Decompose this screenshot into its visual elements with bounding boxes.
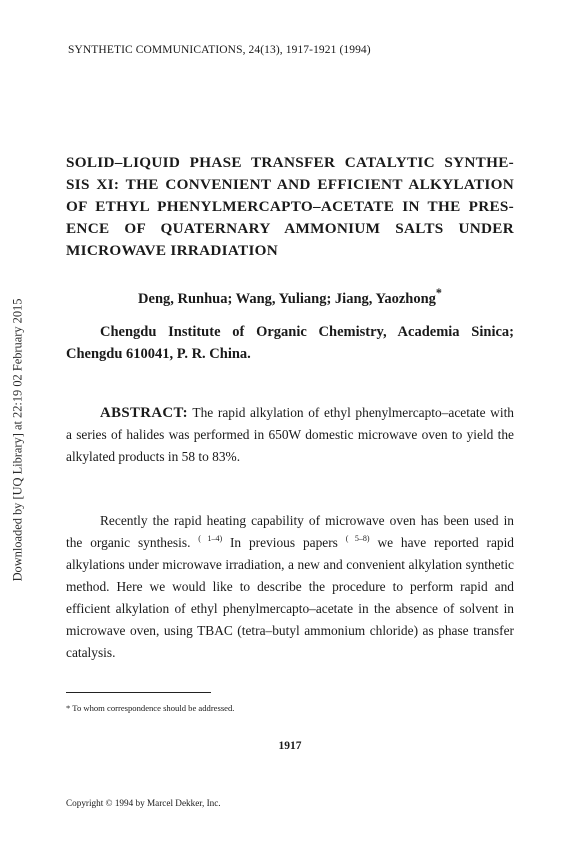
citation-2: ( 5–8) (345, 534, 370, 543)
copyright-notice: Copyright © 1994 by Marcel Dekker, Inc. (66, 798, 221, 808)
page-number: 1917 (278, 740, 302, 752)
footnote: * To whom correspondence should be addressed. (66, 703, 235, 713)
affiliation: Chengdu Institute of Organic Chemistry, Academia Sinica; Chengdu 610041, P. R. China. (66, 324, 514, 362)
abstract (66, 402, 514, 468)
abstract-heading: ABSTRACT: (100, 405, 189, 421)
body-text-3: we have reported rapid alkylations under microwave irradiation, a new and convenient alkylation synthetic method. Here we would like to describe the procedure to perform rapid and efficient alkylation of ethyl phenylmercapto–acetate in the absence of solvent in microwave oven, using TBAC (tetra–butyl ammonium chloride) as phase transfer catalysis. (66, 535, 515, 660)
body-text-1: Recently the rapid heating capability of microwave oven has been used in the organic synthesis. (66, 513, 514, 550)
download-watermark-text: Downloaded by [UQ Library] at 22:19 02 February 2015 (10, 298, 25, 582)
footnote-rule (66, 692, 211, 693)
journal-header: SYNTHETIC COMMUNICATIONS, 24(13), 1917-1921 (1994) (68, 44, 371, 56)
author-names: Deng, Runhua; Wang, Yuliang; Jiang, Yaozhong (138, 290, 436, 307)
abstract-text: The rapid alkylation of ethyl phenylmercapto–acetate with a series of halides was performed in 650W domestic microwave oven to yield the alkylated products in 58 to 83%. (66, 405, 514, 464)
author-asterisk: * (435, 286, 442, 300)
body-text-2: In previous papers (222, 535, 338, 550)
article-title: SOLID–LIQUID PHASE TRANSFER CATALYTIC SYNTHE-SIS XI: THE CONVENIENT AND EFFICIENT ALKYLATION OF ETHYL PHENYLMERCAPTO–ACETATE IN THE PRES-ENCE OF QUATERNARY AMMONIUM SALTS UNDER MICROWAVE IRRADIATION (66, 154, 514, 259)
author-list (0, 286, 580, 308)
body-paragraph (66, 510, 514, 664)
download-watermark (0, 0, 36, 865)
citation-1: ( 1–4) (198, 534, 223, 543)
